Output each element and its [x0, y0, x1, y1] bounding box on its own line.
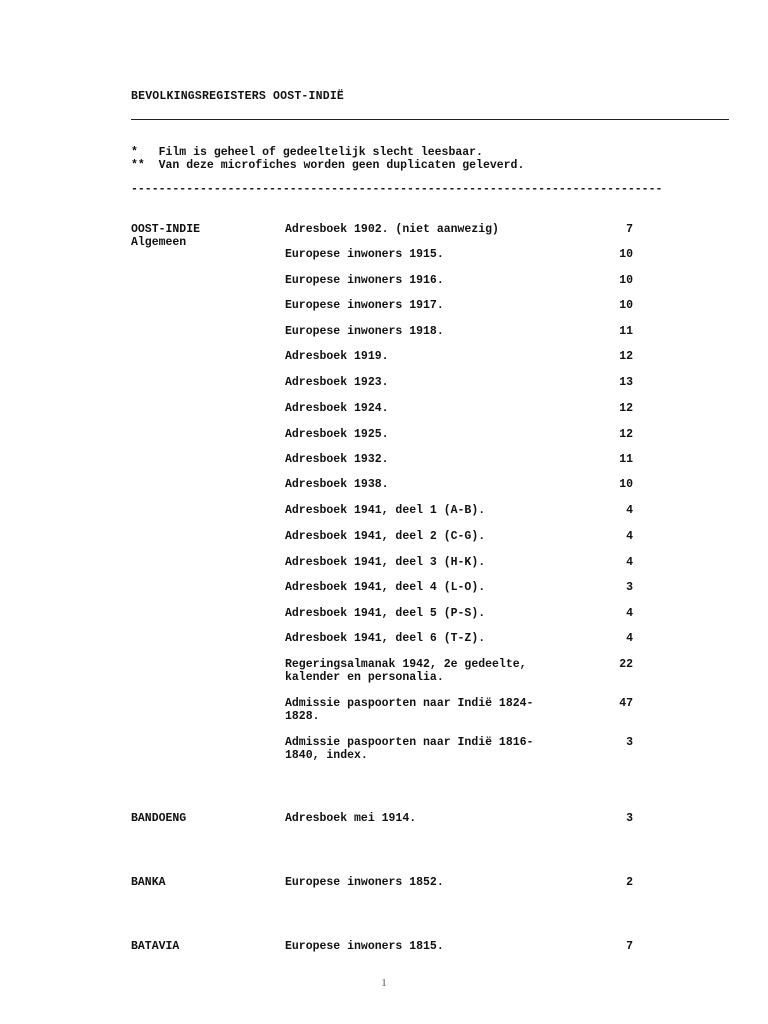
entry-count: 3 — [626, 812, 633, 825]
entry-description — [285, 274, 575, 287]
entry-line: 1840, index. — [285, 749, 368, 762]
entry-count: 11 — [619, 325, 633, 338]
entry-description — [285, 248, 575, 261]
entry-line: 1828. — [285, 710, 320, 723]
entry-count: 2 — [626, 876, 633, 889]
entry-description — [285, 940, 575, 953]
entry-count: 7 — [626, 223, 633, 236]
note-no-duplicates: ** Van deze microfiches worden geen duplicaten geleverd. — [131, 159, 525, 172]
entry-description — [285, 736, 575, 762]
region-name: BATAVIA — [131, 940, 180, 953]
entry-count: 3 — [626, 581, 633, 594]
entry-line: Regeringsalmanak 1942, 2e gedeelte, — [285, 658, 527, 671]
entry-count: 7 — [626, 940, 633, 953]
entry-description — [285, 478, 575, 491]
entry-line: Adresboek mei 1914. — [285, 812, 417, 825]
entry-description — [285, 223, 575, 236]
entry-line: Adresboek 1932. — [285, 453, 389, 466]
entry-count: 12 — [619, 428, 633, 441]
region-batavia — [131, 940, 179, 953]
note-illegible: * Film is geheel of gedeeltelijk slecht leesbaar. — [131, 146, 483, 159]
entry-description — [285, 376, 575, 389]
entry-description — [285, 658, 575, 684]
entry-description — [285, 504, 575, 517]
entry-line: Adresboek 1925. — [285, 428, 389, 441]
entry-count: 10 — [619, 299, 633, 312]
entry-count: 11 — [619, 453, 633, 466]
entry-count: 47 — [619, 697, 633, 710]
entry-line: Europese inwoners 1916. — [285, 274, 444, 287]
entry-description — [285, 632, 575, 645]
entry-description — [285, 428, 575, 441]
region-name: BANKA — [131, 876, 166, 889]
entry-count: 12 — [619, 402, 633, 415]
region-oost-indie — [131, 223, 200, 249]
region-banka — [131, 876, 166, 889]
entry-line: Admissie paspoorten naar Indië 1816- — [285, 736, 534, 749]
region-bandoeng — [131, 812, 186, 825]
dashed-separator: ----------------------------------------------------------------------------- — [131, 183, 663, 196]
page-title: BEVOLKINGSREGISTERS OOST-INDIË — [131, 90, 345, 103]
entry-line: Europese inwoners 1815. — [285, 940, 444, 953]
entry-description — [285, 402, 575, 415]
entry-line: Europese inwoners 1917. — [285, 299, 444, 312]
entry-count: 12 — [619, 350, 633, 363]
region-name: BANDOENG — [131, 812, 187, 825]
entry-description — [285, 299, 575, 312]
entry-line: Europese inwoners 1915. — [285, 248, 444, 261]
entry-description — [285, 876, 575, 889]
region-subname: Algemeen — [131, 236, 187, 249]
entry-description — [285, 697, 575, 723]
entry-line: Europese inwoners 1852. — [285, 876, 444, 889]
entry-line: Admissie paspoorten naar Indië 1824- — [285, 697, 534, 710]
entry-line: Adresboek 1941, deel 4 (L-O). — [285, 581, 486, 594]
entry-count: 10 — [619, 274, 633, 287]
entry-line: Adresboek 1902. (niet aanwezig) — [285, 223, 499, 236]
page-number: 1 — [381, 977, 387, 989]
entry-count: 4 — [626, 556, 633, 569]
region-name: OOST-INDIE — [131, 223, 201, 236]
entry-count: 10 — [619, 478, 633, 491]
entry-count: 4 — [626, 530, 633, 543]
entry-count: 10 — [619, 248, 633, 261]
entry-description — [285, 556, 575, 569]
entry-count: 4 — [626, 632, 633, 645]
entry-line: Adresboek 1941, deel 3 (H-K). — [285, 556, 486, 569]
entry-line: Europese inwoners 1918. — [285, 325, 444, 338]
entry-line: Adresboek 1941, deel 5 (P-S). — [285, 607, 486, 620]
entry-count: 4 — [626, 504, 633, 517]
entry-description — [285, 581, 575, 594]
entry-count: 4 — [626, 607, 633, 620]
entry-line: Adresboek 1941, deel 6 (T-Z). — [285, 632, 486, 645]
entry-line: Adresboek 1919. — [285, 350, 389, 363]
entry-line: Adresboek 1941, deel 2 (C-G). — [285, 530, 486, 543]
entry-description — [285, 453, 575, 466]
entry-description — [285, 812, 575, 825]
entry-description — [285, 325, 575, 338]
entry-count: 13 — [619, 376, 633, 389]
entry-description — [285, 607, 575, 620]
entry-count: 3 — [626, 736, 633, 749]
entry-description — [285, 530, 575, 543]
entry-description — [285, 350, 575, 363]
entry-line: Adresboek 1938. — [285, 478, 389, 491]
entry-line: Adresboek 1923. — [285, 376, 389, 389]
entry-count: 22 — [619, 658, 633, 671]
entry-line: Adresboek 1924. — [285, 402, 389, 415]
title-underline — [131, 119, 729, 120]
entry-line: kalender en personalia. — [285, 671, 444, 684]
entry-line: Adresboek 1941, deel 1 (A-B). — [285, 504, 486, 517]
